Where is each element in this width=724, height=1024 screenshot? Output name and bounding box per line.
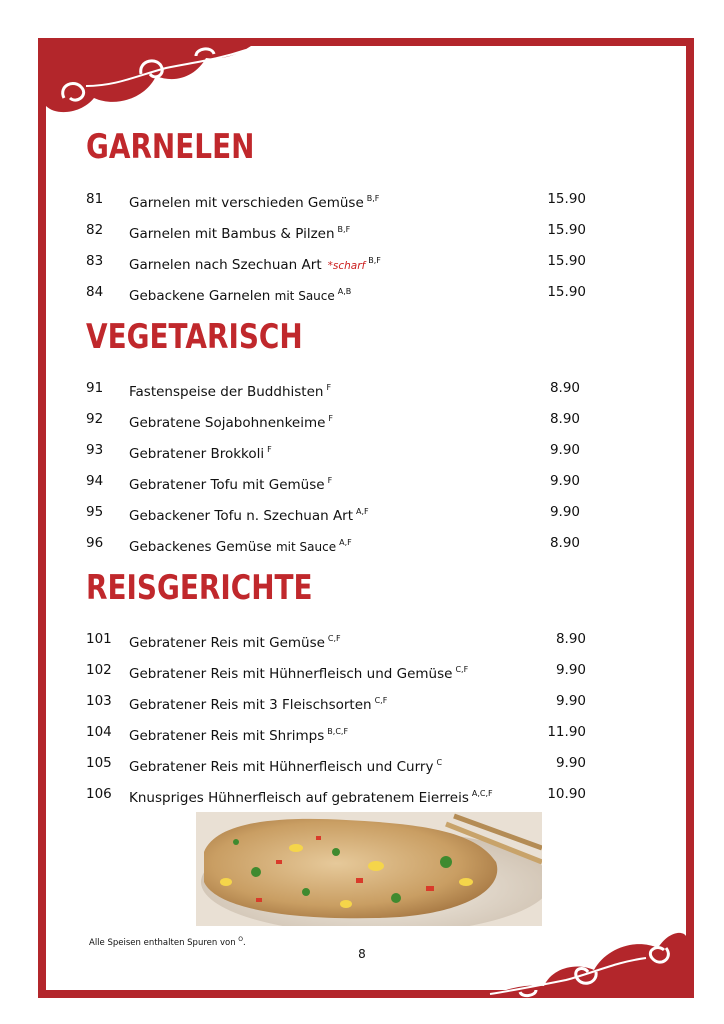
item-name: Gebratener Tofu mit Gemüse $^F$: [129, 476, 333, 493]
item-number: 101: [86, 631, 112, 647]
item-name: Gebratene Sojabohnenkeime $^F$: [129, 414, 334, 431]
item-number: 95: [86, 504, 104, 520]
item-name: Gebratener Reis mit Gemüse $^{C,F}$: [129, 634, 341, 651]
allergen-codes: C,F: [374, 696, 388, 705]
item-list-garnelen: [86, 189, 590, 313]
item-price: 9.90: [555, 755, 586, 771]
item-name: Gebratener Reis mit Shrimps $^{B,C,F}$: [129, 727, 349, 744]
item-number: 103: [86, 693, 112, 709]
item-price: 9.90: [549, 504, 580, 520]
item-number: 106: [86, 786, 112, 802]
item-number: 83: [86, 253, 104, 269]
item-name: Garnelen nach Szechuan Art *scharf $^{B,F}$: [129, 256, 381, 273]
menu-item-row: [86, 722, 590, 753]
allergen-codes: B,F: [337, 225, 351, 234]
menu-item-row: [86, 440, 590, 471]
item-note: mit Sauce: [274, 289, 335, 303]
item-number: 84: [86, 284, 104, 300]
item-number: 91: [86, 380, 104, 396]
item-number: 93: [86, 442, 104, 458]
item-name: Gebackene Garnelen mit Sauce $^{A,B}$: [129, 287, 352, 304]
page-number: 8: [358, 947, 366, 961]
menu-item-row: [86, 251, 590, 282]
allergen-codes: A,F: [356, 507, 369, 516]
item-name: Gebratener Reis mit Hühnerfleisch und Gemüse $^{C,F}$: [129, 665, 469, 682]
allergen-codes: B,F: [366, 194, 380, 203]
item-number: 96: [86, 535, 104, 551]
item-name: Gebratener Reis mit 3 Fleischsorten $^{C,F}$: [129, 696, 388, 713]
item-name: Knuspriges Hühnerfleisch auf gebratenem Eierreis $^{A,C,F}$: [129, 789, 493, 806]
allergen-codes: F: [328, 414, 334, 423]
item-name: Gebratener Brokkoli $^F$: [129, 445, 272, 462]
item-number: 102: [86, 662, 112, 678]
cloud-ornament-bottom-right: [486, 928, 686, 998]
item-number: 94: [86, 473, 104, 489]
allergen-codes: A,B: [337, 287, 352, 296]
allergen-codes: C,F: [327, 634, 341, 643]
allergen-codes: C,F: [455, 665, 469, 674]
item-note: mit Sauce: [275, 540, 337, 554]
item-name: Gebratener Reis mit Hühnerfleisch und Curry $^C$: [129, 758, 443, 775]
allergen-codes: B,F: [368, 256, 381, 265]
spicy-label: *scharf: [327, 260, 366, 272]
item-price: 9.90: [555, 662, 586, 678]
section-title-reisgerichte: REISGERICHTE: [86, 568, 313, 608]
item-price: 10.90: [547, 786, 586, 802]
allergen-codes: F: [326, 383, 332, 392]
item-price: 9.90: [555, 693, 586, 709]
item-price: 9.90: [549, 442, 580, 458]
item-list-vegetarisch: [86, 378, 590, 564]
item-price: 8.90: [549, 535, 580, 551]
menu-item-row: [86, 282, 590, 313]
allergen-codes: F: [327, 476, 333, 485]
item-price: 8.90: [549, 411, 580, 427]
item-price: 15.90: [547, 284, 586, 300]
allergen-footnote: Alle Speisen enthalten Spuren von $^O$.: [89, 936, 246, 948]
menu-item-row: [86, 691, 590, 722]
item-price: 11.90: [547, 724, 586, 740]
allergen-codes: C: [436, 758, 443, 767]
menu-item-row: [86, 220, 590, 251]
menu-item-row: [86, 753, 590, 784]
menu-item-row: [86, 471, 590, 502]
menu-item-row: [86, 189, 590, 220]
item-name: Gebackener Tofu n. Szechuan Art $^{A,F}$: [129, 507, 369, 524]
fried-rice-photo: [196, 812, 542, 926]
item-price: 9.90: [549, 473, 580, 489]
item-name: Fastenspeise der Buddhisten $^F$: [129, 383, 332, 400]
item-number: 104: [86, 724, 112, 740]
item-list-reisgerichte: [86, 629, 590, 815]
item-number: 82: [86, 222, 104, 238]
item-name: Garnelen mit verschieden Gemüse $^{B,F}$: [129, 194, 380, 211]
menu-item-row: [86, 660, 590, 691]
menu-item-row: [86, 409, 590, 440]
menu-item-row: [86, 784, 590, 815]
item-price: 15.90: [547, 222, 586, 238]
menu-item-row: [86, 629, 590, 660]
item-number: 92: [86, 411, 104, 427]
item-price: 15.90: [547, 253, 586, 269]
section-title-garnelen: GARNELEN: [86, 127, 255, 167]
menu-item-row: [86, 533, 590, 564]
section-title-vegetarisch: VEGETARISCH: [86, 317, 303, 357]
item-price: 8.90: [549, 380, 580, 396]
item-price: 15.90: [547, 191, 586, 207]
menu-item-row: [86, 502, 590, 533]
item-name: Garnelen mit Bambus & Pilzen $^{B,F}$: [129, 225, 351, 242]
menu-item-row: [86, 378, 590, 409]
allergen-codes: A,C,F: [471, 789, 493, 798]
allergen-codes: F: [267, 445, 272, 454]
item-price: 8.90: [555, 631, 586, 647]
item-number: 105: [86, 755, 112, 771]
cloud-ornament-top-left: [46, 46, 251, 118]
item-number: 81: [86, 191, 104, 207]
allergen-codes: B,C,F: [327, 727, 349, 736]
item-name: Gebackenes Gemüse mit Sauce $^{A,F}$: [129, 538, 352, 555]
allergen-codes: A,F: [339, 538, 352, 547]
